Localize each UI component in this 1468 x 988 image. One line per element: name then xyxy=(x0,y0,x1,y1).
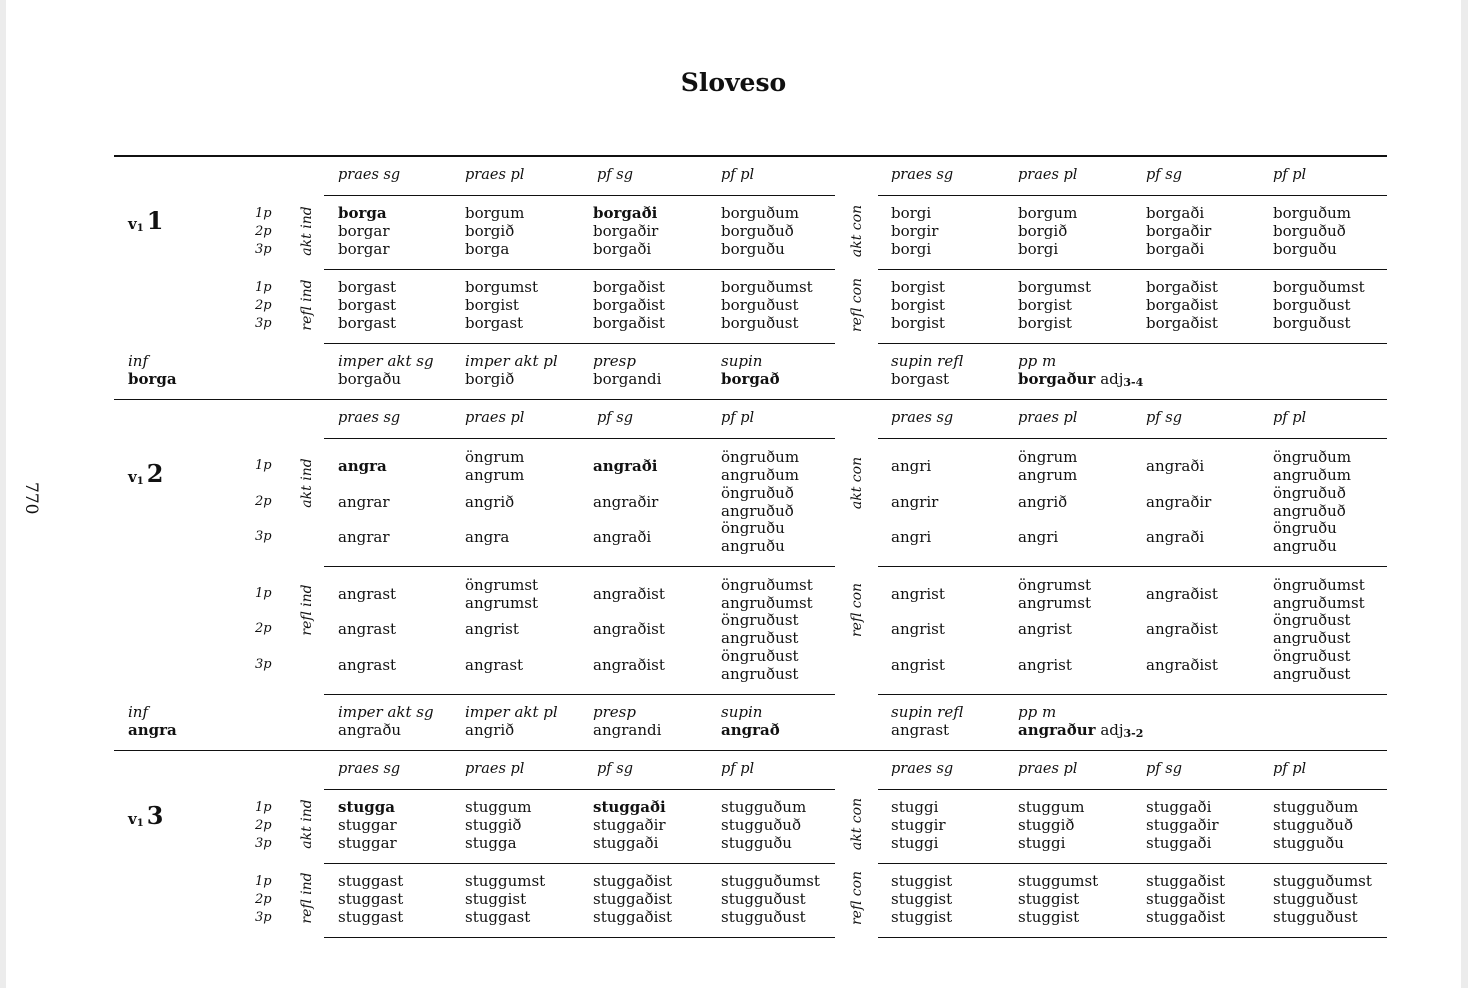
refl-ind-cell: borgaðist xyxy=(593,296,665,314)
person-label-3p: 3p xyxy=(255,657,272,672)
imper-akt-pl-label: imper akt pl xyxy=(465,352,558,370)
person-label-3p: 3p xyxy=(255,910,272,925)
verb-class-label: $v_1$ 1 xyxy=(128,206,164,235)
akt-con-cell: stuggi xyxy=(1018,834,1066,852)
akt-ind-cell: angrar xyxy=(338,493,390,511)
akt-ind-cell: borguðum xyxy=(721,204,799,222)
person-label-1p: 1p xyxy=(255,458,272,473)
supin-refl-label: supin refl xyxy=(891,703,964,721)
akt-ind-cell: öngruðu angruðu xyxy=(721,519,785,555)
akt-ind-cell: angraði xyxy=(593,457,658,475)
person-label-2p: 2p xyxy=(255,818,272,833)
akt-con-cell: angri xyxy=(1018,528,1059,546)
refl-con-cell: borgist xyxy=(891,278,945,296)
akt-con-cell: öngruðu angruðu xyxy=(1273,519,1337,555)
verb-separator xyxy=(114,750,1387,751)
refl-ind-cell: öngruðumst angruðumst xyxy=(721,576,813,612)
refl-con-cell: angrist xyxy=(891,656,945,674)
column-header-con-praes-pl: praes pl xyxy=(1018,410,1078,426)
akt-con-cell: stuggir xyxy=(891,816,946,834)
refl-con-cell: borgumst xyxy=(1018,278,1092,296)
refl-ind-cell: angrist xyxy=(465,620,519,638)
column-header-con-pf-sg: pf sg xyxy=(1146,761,1182,777)
column-header-pf-sg: pf sg xyxy=(597,167,633,183)
akt-con-cell: borguðu xyxy=(1273,240,1337,258)
person-label-1p: 1p xyxy=(255,586,272,601)
verb-class-label: $v_1$ 2 xyxy=(128,459,164,488)
refl-ind-cell: borgumst xyxy=(465,278,539,296)
akt-ind-cell: borguðuð xyxy=(721,222,794,240)
akt-ind-cell: borgum xyxy=(465,204,525,222)
akt-con-cell: angri xyxy=(891,528,932,546)
refl-con-label: refl con xyxy=(849,870,865,926)
column-header-con-pf-sg: pf sg xyxy=(1146,167,1182,183)
pp-m-value: borgaður adj3-4 xyxy=(1018,370,1144,389)
akt-con-cell: stuggi xyxy=(891,834,939,852)
refl-ind-cell: angrast xyxy=(338,656,397,674)
akt-con-cell: stugguðu xyxy=(1273,834,1344,852)
imper-akt-pl-value: borgið xyxy=(465,370,515,388)
akt-ind-label: akt ind xyxy=(299,206,315,256)
supin-value: angrað xyxy=(721,721,780,739)
refl-ind-cell: borgast xyxy=(338,296,397,314)
refl-con-cell: borgaðist xyxy=(1146,296,1218,314)
akt-con-label: akt con xyxy=(849,456,865,510)
refl-ind-cell: angrast xyxy=(465,656,524,674)
akt-ind-cell: borgaði xyxy=(593,204,658,222)
refl-con-cell: stuggist xyxy=(891,890,953,908)
akt-con-cell: stugguðuð xyxy=(1273,816,1353,834)
refl-con-cell: borgist xyxy=(1018,296,1072,314)
imper-akt-pl-label: imper akt pl xyxy=(465,703,558,721)
column-header-praes-sg: praes sg xyxy=(338,410,401,426)
refl-con-cell: öngruðust angruðust xyxy=(1273,647,1351,683)
column-header-praes-pl: praes pl xyxy=(465,410,525,426)
person-label-2p: 2p xyxy=(255,621,272,636)
refl-con-cell: borgist xyxy=(891,314,945,332)
refl-con-cell: stuggaðist xyxy=(1146,872,1226,890)
pp-m-value: angraður adj3-2 xyxy=(1018,721,1144,740)
person-label-2p: 2p xyxy=(255,224,272,239)
person-label-2p: 2p xyxy=(255,892,272,907)
refl-con-cell: angraðist xyxy=(1146,656,1218,674)
akt-con-label: akt con xyxy=(849,204,865,258)
presp-value: angrandi xyxy=(593,721,662,739)
verb-class-label: $v_1$ 3 xyxy=(128,801,164,830)
rule xyxy=(324,269,835,270)
refl-con-cell: borgaðist xyxy=(1146,314,1218,332)
akt-con-cell: angri xyxy=(891,457,932,475)
refl-ind-cell: stuggast xyxy=(338,908,404,926)
refl-ind-cell: borgaðist xyxy=(593,314,665,332)
refl-con-label: refl con xyxy=(849,277,865,333)
refl-ind-cell: stuggaðist xyxy=(593,908,673,926)
rule xyxy=(324,863,835,864)
refl-con-cell: stugguðust xyxy=(1273,890,1358,908)
column-header-praes-sg: praes sg xyxy=(338,761,401,777)
person-label-1p: 1p xyxy=(255,206,272,221)
refl-ind-label: refl ind xyxy=(299,584,315,636)
inf-label: inf xyxy=(128,703,149,721)
rule xyxy=(324,566,835,567)
akt-con-cell: borgi xyxy=(1018,240,1059,258)
akt-ind-cell: öngruðuð angruðuð xyxy=(721,484,794,520)
rule xyxy=(324,694,835,695)
refl-ind-cell: borgast xyxy=(465,314,524,332)
imper-akt-sg-value: angraðu xyxy=(338,721,402,739)
akt-ind-cell: borguðu xyxy=(721,240,785,258)
refl-ind-label: refl ind xyxy=(299,279,315,331)
refl-con-cell: öngruðust angruðust xyxy=(1273,611,1351,647)
akt-ind-label: akt ind xyxy=(299,799,315,849)
akt-con-cell: borgið xyxy=(1018,222,1068,240)
column-header-con-praes-sg: praes sg xyxy=(891,167,954,183)
column-header-praes-pl: praes pl xyxy=(465,761,525,777)
rule xyxy=(324,438,835,439)
akt-con-cell: borgaðir xyxy=(1146,222,1212,240)
refl-ind-cell: borguðust xyxy=(721,314,799,332)
refl-ind-cell: stuggast xyxy=(338,872,404,890)
refl-con-cell: angraðist xyxy=(1146,585,1218,603)
refl-con-cell: borguðumst xyxy=(1273,278,1365,296)
akt-ind-cell: borga xyxy=(338,204,387,222)
imper-akt-sg-value: borgaðu xyxy=(338,370,402,388)
akt-con-cell: angrir xyxy=(891,493,939,511)
akt-con-cell: öngruðum angruðum xyxy=(1273,448,1352,484)
column-header-pf-pl: pf pl xyxy=(721,410,755,426)
refl-ind-cell: stuggaðist xyxy=(593,890,673,908)
refl-con-cell: borgaðist xyxy=(1146,278,1218,296)
rule xyxy=(324,789,835,790)
rule xyxy=(324,343,835,344)
rule xyxy=(878,195,1387,196)
rule xyxy=(878,269,1387,270)
presp-label: presp xyxy=(593,703,636,721)
refl-con-cell: angraðist xyxy=(1146,620,1218,638)
akt-ind-cell: borgaðir xyxy=(593,222,659,240)
akt-con-cell: borgi xyxy=(891,204,932,222)
akt-con-cell: öngruðuð angruðuð xyxy=(1273,484,1346,520)
page-title: Sloveso xyxy=(680,68,787,97)
refl-ind-cell: stuggast xyxy=(338,890,404,908)
refl-ind-cell: stuggast xyxy=(465,908,531,926)
akt-con-cell: öngrum angrum xyxy=(1018,448,1078,484)
refl-con-cell: stugguðust xyxy=(1273,908,1358,926)
akt-con-cell: stuggið xyxy=(1018,816,1075,834)
akt-con-cell: borgaði xyxy=(1146,240,1205,258)
page-number: 770 xyxy=(21,482,41,515)
akt-ind-cell: stuggar xyxy=(338,834,397,852)
refl-ind-cell: angrast xyxy=(338,585,397,603)
person-label-1p: 1p xyxy=(255,874,272,889)
supin-refl-value: borgast xyxy=(891,370,950,388)
refl-con-cell: angrist xyxy=(1018,620,1072,638)
refl-ind-cell: borgast xyxy=(338,314,397,332)
person-label-3p: 3p xyxy=(255,242,272,257)
refl-con-cell: stuggist xyxy=(1018,890,1080,908)
supin-refl-label: supin refl xyxy=(891,352,964,370)
akt-con-cell: borguðuð xyxy=(1273,222,1346,240)
rule xyxy=(878,789,1387,790)
refl-con-cell: stuggaðist xyxy=(1146,908,1226,926)
rule xyxy=(878,566,1387,567)
akt-con-cell: borgum xyxy=(1018,204,1078,222)
person-label-2p: 2p xyxy=(255,494,272,509)
column-header-con-praes-pl: praes pl xyxy=(1018,167,1078,183)
akt-con-cell: stuggaði xyxy=(1146,798,1212,816)
column-header-con-pf-pl: pf pl xyxy=(1273,410,1307,426)
refl-con-cell: angrist xyxy=(1018,656,1072,674)
infinitive: borga xyxy=(128,370,177,388)
refl-ind-cell: öngruðust angruðust xyxy=(721,611,799,647)
column-header-pf-sg: pf sg xyxy=(597,761,633,777)
refl-ind-cell: stugguðust xyxy=(721,890,806,908)
akt-ind-cell: borga xyxy=(465,240,510,258)
page xyxy=(6,0,1461,988)
akt-con-cell: stuggaði xyxy=(1146,834,1212,852)
akt-ind-cell: borgaði xyxy=(593,240,652,258)
refl-ind-cell: angraðist xyxy=(593,656,665,674)
refl-ind-cell: borgaðist xyxy=(593,278,665,296)
akt-ind-cell: borgið xyxy=(465,222,515,240)
refl-ind-cell: angrast xyxy=(338,620,397,638)
imper-akt-sg-label: imper akt sg xyxy=(338,703,434,721)
refl-con-cell: stuggumst xyxy=(1018,872,1099,890)
supin-label: supin xyxy=(721,352,763,370)
supin-value: borgað xyxy=(721,370,780,388)
rule xyxy=(878,863,1387,864)
refl-ind-cell: stugguðust xyxy=(721,908,806,926)
verb-separator xyxy=(114,399,1387,400)
refl-ind-cell: stuggumst xyxy=(465,872,546,890)
refl-con-cell: borguðust xyxy=(1273,314,1351,332)
person-label-1p: 1p xyxy=(255,280,272,295)
column-header-pf-pl: pf pl xyxy=(721,167,755,183)
akt-con-cell: angrið xyxy=(1018,493,1068,511)
refl-ind-cell: borgist xyxy=(465,296,519,314)
refl-con-cell: borguðust xyxy=(1273,296,1351,314)
akt-con-cell: borgir xyxy=(891,222,939,240)
column-header-con-pf-pl: pf pl xyxy=(1273,761,1307,777)
rule xyxy=(878,694,1387,695)
refl-ind-cell: stuggist xyxy=(465,890,527,908)
akt-ind-cell: stuggaðir xyxy=(593,816,666,834)
column-header-pf-pl: pf pl xyxy=(721,761,755,777)
column-header-con-praes-pl: praes pl xyxy=(1018,761,1078,777)
imper-akt-pl-value: angrið xyxy=(465,721,515,739)
refl-con-cell: stuggist xyxy=(891,872,953,890)
akt-ind-cell: stugga xyxy=(465,834,517,852)
refl-con-cell: öngruðumst angruðumst xyxy=(1273,576,1365,612)
refl-ind-cell: angraðist xyxy=(593,585,665,603)
rule xyxy=(878,937,1387,938)
akt-ind-cell: angraðir xyxy=(593,493,659,511)
refl-con-cell: angrist xyxy=(891,585,945,603)
column-header-praes-sg: praes sg xyxy=(338,167,401,183)
person-label-2p: 2p xyxy=(255,298,272,313)
akt-con-cell: angraði xyxy=(1146,528,1205,546)
supin-refl-value: angrast xyxy=(891,721,950,739)
refl-ind-cell: stuggaðist xyxy=(593,872,673,890)
refl-ind-cell: borguðust xyxy=(721,296,799,314)
rule xyxy=(324,195,835,196)
akt-con-cell: borgi xyxy=(891,240,932,258)
akt-ind-cell: stuggaði xyxy=(593,798,666,816)
person-label-3p: 3p xyxy=(255,316,272,331)
inf-label: inf xyxy=(128,352,149,370)
rule xyxy=(324,937,835,938)
akt-ind-cell: angra xyxy=(465,528,510,546)
akt-ind-cell: öngrum angrum xyxy=(465,448,525,484)
refl-ind-cell: öngrumst angrumst xyxy=(465,576,539,612)
refl-con-cell: stuggist xyxy=(891,908,953,926)
akt-con-cell: stuggum xyxy=(1018,798,1085,816)
akt-con-cell: stuggaðir xyxy=(1146,816,1219,834)
column-header-con-praes-sg: praes sg xyxy=(891,410,954,426)
supin-label: supin xyxy=(721,703,763,721)
person-label-3p: 3p xyxy=(255,836,272,851)
refl-ind-cell: öngruðust angruðust xyxy=(721,647,799,683)
column-header-con-praes-sg: praes sg xyxy=(891,761,954,777)
refl-con-label: refl con xyxy=(849,582,865,638)
akt-ind-cell: stugguðuð xyxy=(721,816,801,834)
akt-ind-cell: stugga xyxy=(338,798,395,816)
akt-ind-cell: stugguðum xyxy=(721,798,807,816)
akt-ind-cell: angra xyxy=(338,457,387,475)
column-header-pf-sg: pf sg xyxy=(597,410,633,426)
akt-ind-cell: angrar xyxy=(338,528,390,546)
akt-ind-cell: stuggum xyxy=(465,798,532,816)
presp-label: presp xyxy=(593,352,636,370)
akt-ind-cell: stugguðu xyxy=(721,834,792,852)
column-header-praes-pl: praes pl xyxy=(465,167,525,183)
rule xyxy=(878,438,1387,439)
akt-con-cell: stugguðum xyxy=(1273,798,1359,816)
refl-con-cell: borgist xyxy=(1018,314,1072,332)
person-label-1p: 1p xyxy=(255,800,272,815)
akt-con-cell: stuggi xyxy=(891,798,939,816)
table-top-rule xyxy=(114,155,1387,157)
refl-ind-cell: angraðist xyxy=(593,620,665,638)
pp-m-label: pp m xyxy=(1018,352,1057,370)
refl-con-cell: stugguðumst xyxy=(1273,872,1372,890)
rule xyxy=(878,343,1387,344)
imper-akt-sg-label: imper akt sg xyxy=(338,352,434,370)
refl-con-cell: stuggist xyxy=(1018,908,1080,926)
akt-con-cell: borgaði xyxy=(1146,204,1205,222)
akt-ind-cell: angrið xyxy=(465,493,515,511)
akt-con-cell: borguðum xyxy=(1273,204,1351,222)
akt-con-cell: angraðir xyxy=(1146,493,1212,511)
refl-ind-cell: stugguðumst xyxy=(721,872,820,890)
akt-con-label: akt con xyxy=(849,797,865,851)
refl-con-cell: angrist xyxy=(891,620,945,638)
refl-ind-label: refl ind xyxy=(299,872,315,924)
column-header-con-pf-pl: pf pl xyxy=(1273,167,1307,183)
akt-con-cell: angraði xyxy=(1146,457,1205,475)
person-label-3p: 3p xyxy=(255,529,272,544)
akt-ind-cell: öngruðum angruðum xyxy=(721,448,800,484)
refl-con-cell: stuggaðist xyxy=(1146,890,1226,908)
refl-con-cell: öngrumst angrumst xyxy=(1018,576,1092,612)
presp-value: borgandi xyxy=(593,370,662,388)
akt-ind-cell: stuggið xyxy=(465,816,522,834)
refl-con-cell: borgist xyxy=(891,296,945,314)
column-header-con-pf-sg: pf sg xyxy=(1146,410,1182,426)
pp-m-label: pp m xyxy=(1018,703,1057,721)
akt-ind-cell: borgar xyxy=(338,222,390,240)
akt-ind-label: akt ind xyxy=(299,458,315,508)
akt-ind-cell: borgar xyxy=(338,240,390,258)
akt-ind-cell: stuggar xyxy=(338,816,397,834)
refl-ind-cell: borguðumst xyxy=(721,278,813,296)
infinitive: angra xyxy=(128,721,177,739)
refl-ind-cell: borgast xyxy=(338,278,397,296)
akt-ind-cell: angraði xyxy=(593,528,652,546)
akt-ind-cell: stuggaði xyxy=(593,834,659,852)
